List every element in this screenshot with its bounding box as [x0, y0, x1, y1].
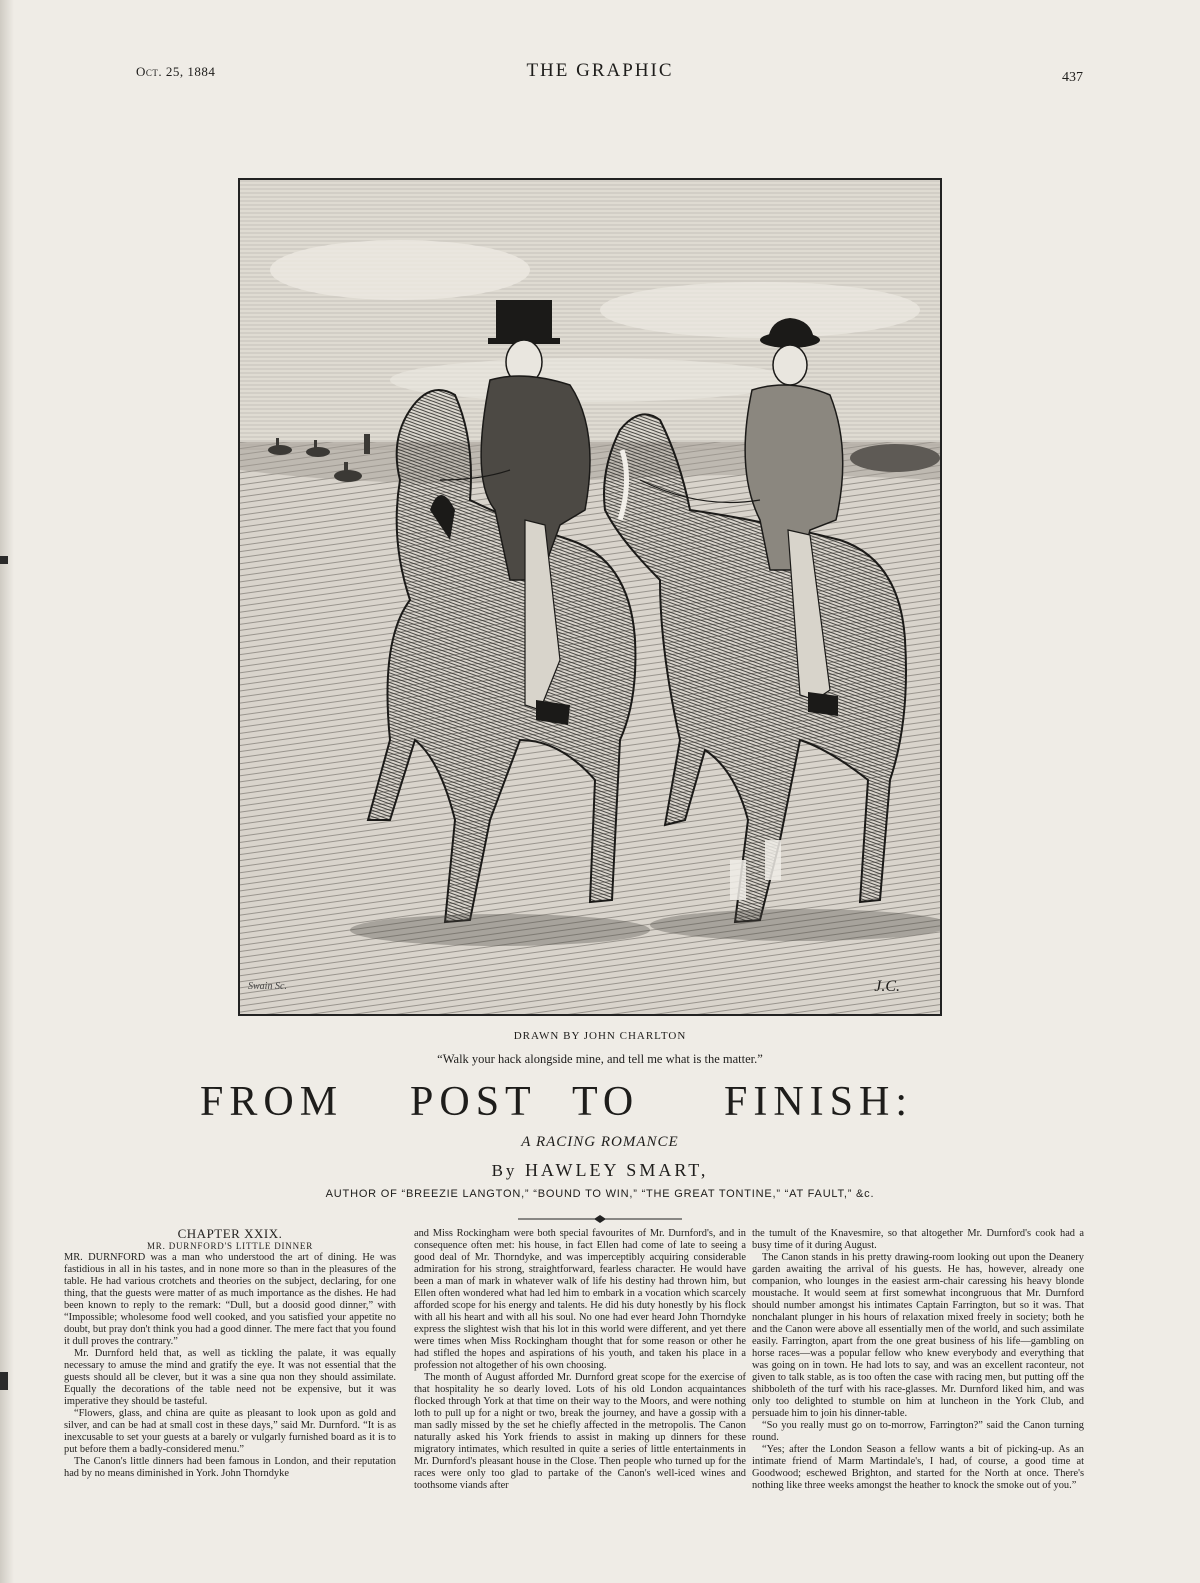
- running-head: [0, 60, 1200, 86]
- byline: [0, 1160, 1200, 1181]
- paragraph: MR. DURNFORD was a man who understood the art of dining. He was fastidious in all in his tastes, and in none more so than in the pleasures of the table. He had various crotchets and theories on the subject, declaring, for one thing, that the guests were matter of as much importance as the dishes. He had been known to reply to the remark: “Dull, but a doosid good dinner,” with “Impossible; wholesome food well cooked, and you satisfied your appetite no doubt, but pray don't think you had a good dinner. The mere fact that you found it dull proves the contrary.”: [64, 1252, 396, 1347]
- publication-title: THE GRAPHIC: [526, 60, 674, 81]
- title-word: FINISH:: [724, 1079, 914, 1125]
- paragraph: and Miss Rockingham were both special favourites of Mr. Durnford's, and in consequence often met: his house, in fact Ellen had come of late to seeing a good deal of Mr. Thorndyke, and was imperceptibly acquiring considerable admiration for his strong, straightforward, fearless character. He would have been a man of mark in whatever walk of life his destiny had thrown him, but Ellen often wondered what had led him to embark in a vocation which scarcely afforded scope for his energy and talents. He did his duty honestly by his flock with all his heart and with all his soul. No one had ever heard John Thorndyke express the slightest wish that his lot in this world were different, and yet there were times when Miss Rockingham thought that for some reason or other he had stifled the hopes and aspirations of his youth, and taken his place in a profession not altogether of his own choosing.: [414, 1228, 746, 1371]
- text-column-3: [752, 1228, 1084, 1492]
- engraver-mark: Swain Sc.: [248, 981, 287, 992]
- author-name: HAWLEY SMART,: [524, 1160, 709, 1180]
- illustration-credit: DRAWN BY JOHN CHARLTON: [513, 1030, 687, 1042]
- title-word: POST: [410, 1079, 537, 1125]
- riders-engraving: [240, 180, 940, 1014]
- author-credits: AUTHOR OF “BREEZIE LANGTON,” “BOUND TO WIN,” “THE GREAT TONTINE,” “AT FAULT,” &c.: [325, 1188, 875, 1200]
- page-number: 437: [1062, 70, 1083, 85]
- margin-mark: [0, 1372, 8, 1390]
- paragraph: The Canon's little dinners had been famous in London, and their reputation had by no means diminished in York. John Thorndyke: [64, 1456, 396, 1479]
- ornament-rule: [518, 1214, 682, 1224]
- story-subtitle: A RACING ROMANCE: [521, 1134, 679, 1150]
- text-column-2: [414, 1228, 746, 1492]
- engraving-illustration: [238, 178, 942, 1016]
- paragraph: “Yes; after the London Season a fellow wants a bit of picking-up. As an intimate friend of Marm Martindale's, I had, of course, a good time at Goodwood; eschewed Brighton, and started for the North at once. There's nothing like three weeks amongst the heather to knock the smoke out of you.”: [752, 1444, 1084, 1491]
- chapter-title: MR. DURNFORD'S LITTLE DINNER: [146, 1241, 314, 1251]
- paragraph: “So you really must go on to-morrow, Farrington?” said the Canon turning round.: [752, 1420, 1084, 1443]
- story-title: [200, 1078, 960, 1130]
- illustration-caption: “Walk your hack alongside mine, and tell me what is the matter.”: [437, 1052, 763, 1066]
- title-word: TO: [572, 1079, 640, 1125]
- margin-mark: [0, 556, 8, 564]
- page-edge-shadow: [0, 0, 14, 1583]
- chapter-number: CHAPTER XXIX.: [177, 1226, 283, 1241]
- title-word: FROM: [200, 1079, 344, 1125]
- issue-date: Oct. 25, 1884: [136, 64, 216, 79]
- paragraph: the tumult of the Knavesmire, so that altogether Mr. Durnford's cook had a busy time of it during August.: [752, 1228, 1084, 1251]
- artist-signature: J.C.: [874, 978, 900, 995]
- paragraph: “Flowers, glass, and china are quite as pleasant to look upon as gold and silver, and can be had at small cost in these days,” said Mr. Durnford. “It is as inexcusable to set your guests at a barely or vulgarly furnished board as it is to put before them a badly-considered menu.”: [64, 1408, 396, 1455]
- paragraph: The month of August afforded Mr. Durnford great scope for the exercise of that hospitality he so dearly loved. Lots of his old London acquaintances flocked through York at that time on their way to the Moors, and were nothing loth to pull up for a night or two, break the journey, and have a gossip with a man sadly missed by the set he chiefly affected in the metropolis. The Canon naturally asked his York friends to assist in making up dinners for these migratory intimates, which resulted in quite a series of little entertainments in Mr. Durnford's pleasant house in the Close. Then people who turned up for the races were only too glad to partake of the Canon's well-iced wines and toothsome viands after: [414, 1372, 746, 1491]
- byline-by: By: [491, 1161, 518, 1180]
- paragraph: Mr. Durnford held that, as well as tickling the palate, it was equally necessary to amuse the mind and gratify the eye. It was not essential that the guests should all be clever, but it was a sine qua non they should assimilate. Equally the decorations of the table need not be expensive, but it was imperative they should be tasteful.: [64, 1348, 396, 1407]
- text-column-1: [64, 1228, 396, 1480]
- paragraph: The Canon stands in his pretty drawing-room looking out upon the Deanery garden awaiting the arrival of his guests. He has, however, already one companion, who lounges in the easiest arm-chair caressing his heavy blonde moustache. It would seem at first somewhat incongruous that Mr. Durnford should number amongst his intimates Captain Farrington, but so it was. That nonchalant plunger in his hours of relaxation mixed freely in society; both he and the Canon were above all essentially men of the world, and such assimilate easily. Farrington, apart from the one great business of his life—gambling on horse races—was a popular fellow who knew everybody and everything that was going on in town. He had lots to say, and was an excellent raconteur, not given to talk stable, as is too often the case with racing men, but putting off the shibboleth of the turf with his race-glasses. Mr. Durnford liked him, and was only too delighted to stumble on him at luncheon in the York Club, and persuade him to join his dinner-table.: [752, 1252, 1084, 1419]
